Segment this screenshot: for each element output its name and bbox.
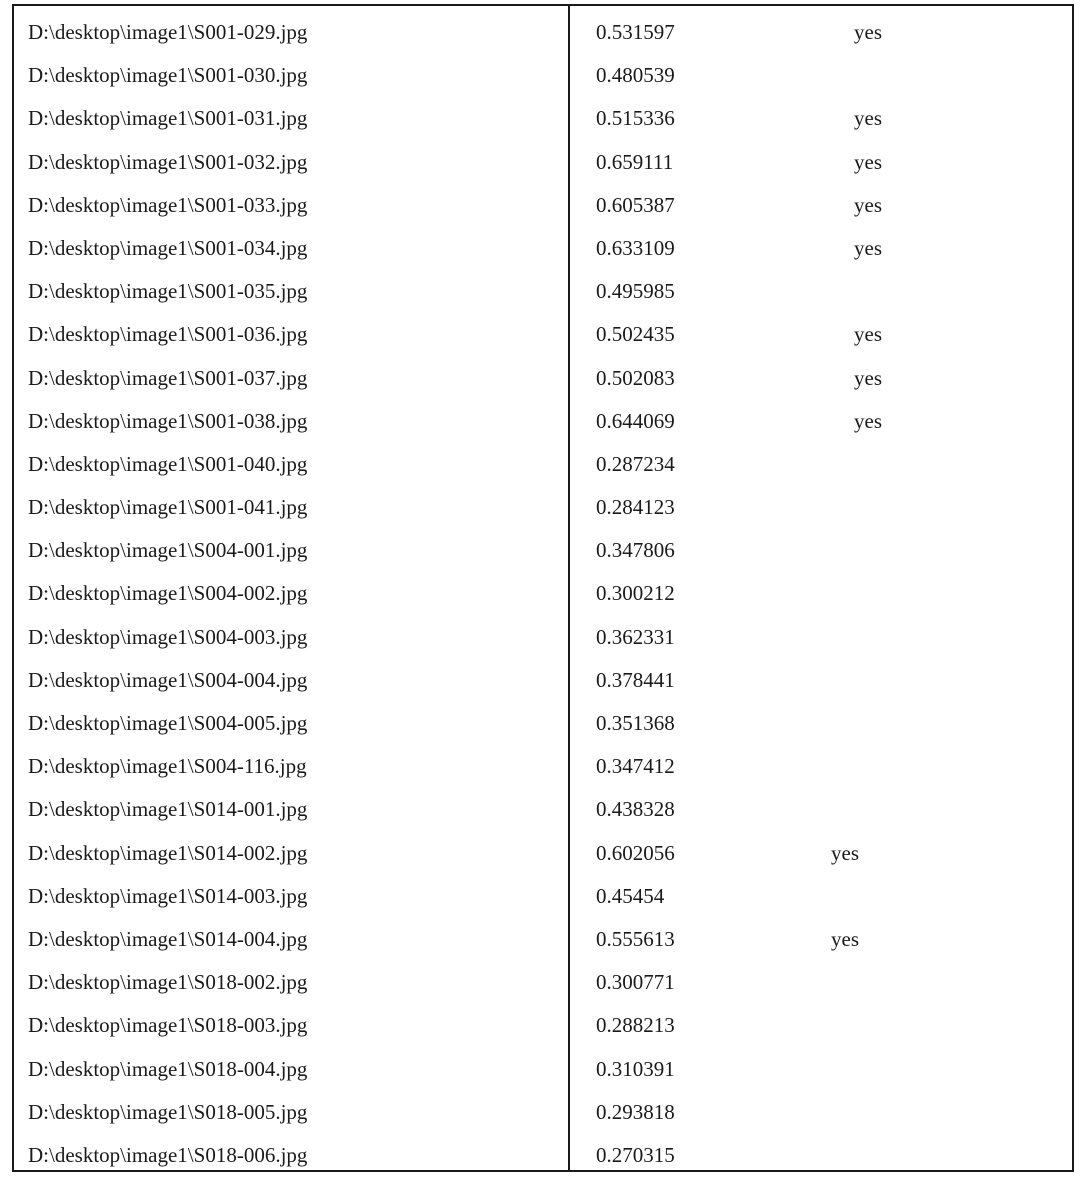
file-path-cell: D:\desktop\image1\S001-036.jpg xyxy=(28,322,308,347)
file-path-cell: D:\desktop\image1\S001-038.jpg xyxy=(28,408,308,433)
table-row xyxy=(0,659,1089,702)
table-row xyxy=(0,97,1089,140)
file-path-cell: D:\desktop\image1\S014-002.jpg xyxy=(28,840,308,865)
score-cell: 0.287234 xyxy=(596,451,675,476)
score-cell: 0.502083 xyxy=(596,365,675,390)
table-row xyxy=(0,616,1089,659)
score-cell: 0.531597 xyxy=(596,20,675,44)
score-cell: 0.300212 xyxy=(596,581,675,606)
file-path-cell: D:\desktop\image1\S018-002.jpg xyxy=(28,970,308,995)
score-cell: 0.270315 xyxy=(596,1142,675,1167)
file-path-cell: D:\desktop\image1\S018-005.jpg xyxy=(28,1099,308,1124)
table-row xyxy=(0,486,1089,529)
match-flag-cell: yes xyxy=(854,408,882,433)
file-path-cell: D:\desktop\image1\S014-001.jpg xyxy=(28,797,308,822)
match-flag-cell: yes xyxy=(854,235,882,260)
table-row xyxy=(0,443,1089,486)
table-row xyxy=(0,184,1089,227)
score-cell: 0.605387 xyxy=(596,192,675,217)
table-row xyxy=(0,1091,1089,1134)
file-path-cell: D:\desktop\image1\S004-005.jpg xyxy=(28,711,308,735)
file-path-cell: D:\desktop\image1\S001-031.jpg xyxy=(28,106,308,131)
table-row xyxy=(0,961,1089,1004)
table-row xyxy=(0,788,1089,831)
table-row xyxy=(0,832,1089,875)
score-cell: 0.378441 xyxy=(596,667,675,692)
table-row xyxy=(0,357,1089,400)
score-cell: 0.602056 xyxy=(596,840,675,865)
score-cell: 0.347412 xyxy=(596,754,675,779)
score-cell: 0.351368 xyxy=(596,711,675,735)
file-path-cell: D:\desktop\image1\S004-004.jpg xyxy=(28,667,308,692)
file-path-cell: D:\desktop\image1\S018-006.jpg xyxy=(28,1142,308,1167)
match-flag-cell: yes xyxy=(854,106,882,131)
score-cell: 0.362331 xyxy=(596,624,675,649)
match-flag-cell: yes xyxy=(854,322,882,347)
file-path-cell: D:\desktop\image1\S001-037.jpg xyxy=(28,365,308,390)
score-cell: 0.659111 xyxy=(596,149,674,174)
score-cell: 0.310391 xyxy=(596,1056,675,1081)
file-path-cell: D:\desktop\image1\S018-004.jpg xyxy=(28,1056,308,1081)
file-path-cell: D:\desktop\image1\S004-002.jpg xyxy=(28,581,308,606)
table-row xyxy=(0,54,1089,97)
table-row xyxy=(0,875,1089,918)
score-cell: 0.288213 xyxy=(596,1013,675,1038)
match-flag-cell: yes xyxy=(854,20,882,44)
table-row xyxy=(0,313,1089,356)
table-row xyxy=(0,1134,1089,1177)
table-row xyxy=(0,11,1089,54)
file-path-cell: D:\desktop\image1\S001-041.jpg xyxy=(28,495,308,520)
score-cell: 0.633109 xyxy=(596,235,675,260)
file-path-cell: D:\desktop\image1\S014-003.jpg xyxy=(28,883,308,908)
file-path-cell: D:\desktop\image1\S004-003.jpg xyxy=(28,624,308,649)
table-row xyxy=(0,227,1089,270)
score-cell: 0.45454 xyxy=(596,883,665,908)
score-cell: 0.284123 xyxy=(596,495,675,520)
score-cell: 0.644069 xyxy=(596,408,675,433)
file-path-cell: D:\desktop\image1\S001-035.jpg xyxy=(28,279,308,304)
table-row xyxy=(0,1004,1089,1047)
table-row xyxy=(0,270,1089,313)
table-row xyxy=(0,400,1089,443)
file-path-cell: D:\desktop\image1\S001-033.jpg xyxy=(28,192,308,217)
match-flag-cell: yes xyxy=(831,840,859,865)
file-path-cell: D:\desktop\image1\S004-001.jpg xyxy=(28,538,308,563)
file-path-cell: D:\desktop\image1\S001-030.jpg xyxy=(28,63,308,88)
score-cell: 0.515336 xyxy=(596,106,675,131)
match-flag-cell: yes xyxy=(854,365,882,390)
table-body xyxy=(0,11,1089,1177)
score-cell: 0.502435 xyxy=(596,322,675,347)
score-cell: 0.438328 xyxy=(596,797,675,822)
table-row xyxy=(0,1048,1089,1091)
file-path-cell: D:\desktop\image1\S004-116.jpg xyxy=(28,754,307,779)
score-cell: 0.555613 xyxy=(596,926,675,951)
file-path-cell: D:\desktop\image1\S001-040.jpg xyxy=(28,451,308,476)
score-cell: 0.300771 xyxy=(596,970,675,995)
file-path-cell: D:\desktop\image1\S014-004.jpg xyxy=(28,926,308,951)
match-flag-cell: yes xyxy=(854,192,882,217)
table-row xyxy=(0,529,1089,572)
file-path-cell: D:\desktop\image1\S001-034.jpg xyxy=(28,235,308,260)
match-flag-cell: yes xyxy=(854,149,882,174)
score-cell: 0.347806 xyxy=(596,538,675,563)
file-path-cell: D:\desktop\image1\S018-003.jpg xyxy=(28,1013,308,1038)
table-row xyxy=(0,141,1089,184)
score-cell: 0.495985 xyxy=(596,279,675,304)
file-path-cell: D:\desktop\image1\S001-032.jpg xyxy=(28,149,308,174)
match-flag-cell: yes xyxy=(831,926,859,951)
file-path-cell: D:\desktop\image1\S001-029.jpg xyxy=(28,20,308,44)
score-cell: 0.480539 xyxy=(596,63,675,88)
table-row xyxy=(0,572,1089,615)
score-cell: 0.293818 xyxy=(596,1099,675,1124)
table-row xyxy=(0,702,1089,745)
table-row xyxy=(0,918,1089,961)
table-row xyxy=(0,745,1089,788)
